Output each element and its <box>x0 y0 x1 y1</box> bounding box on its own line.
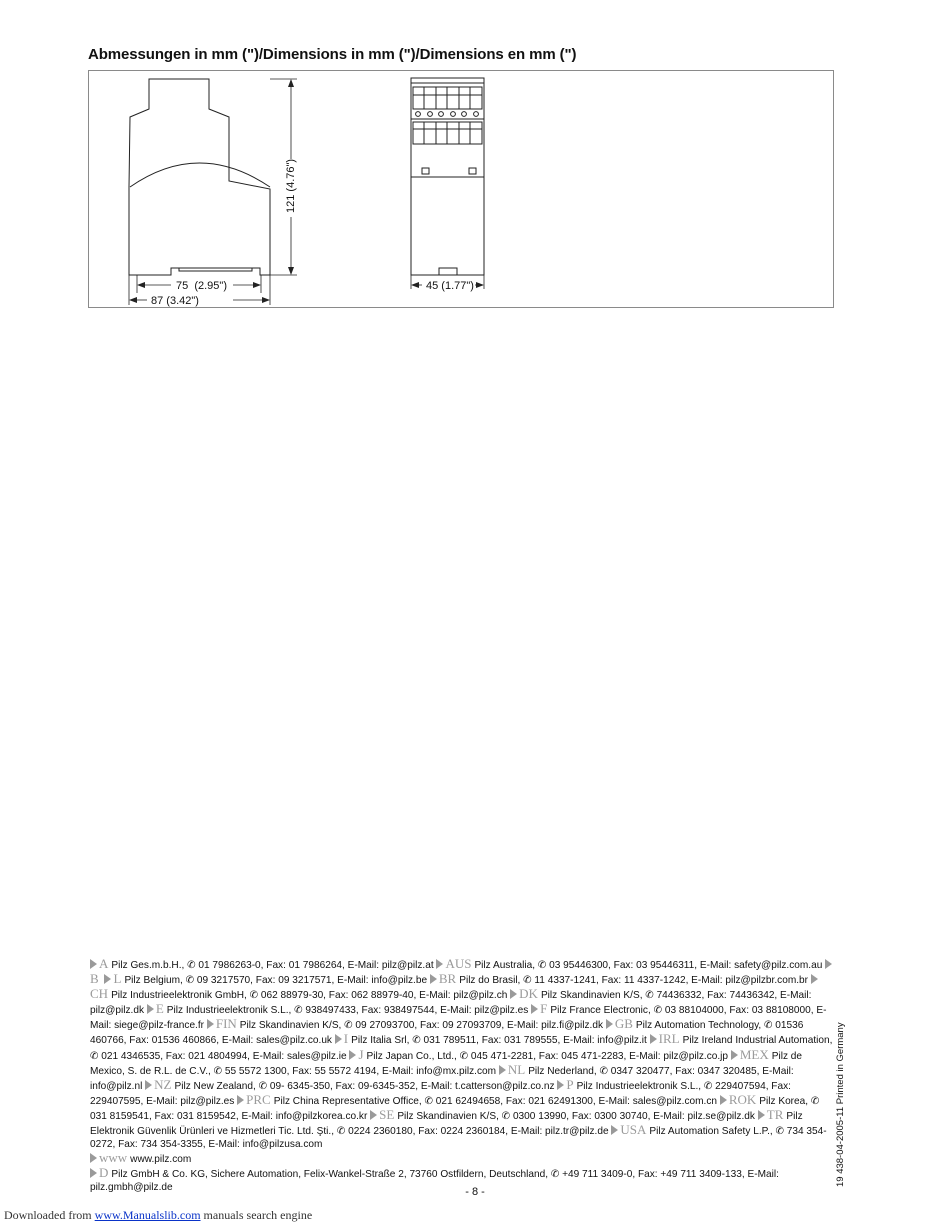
country-code: E <box>155 1001 164 1017</box>
country-code: GB <box>614 1016 633 1032</box>
web-url: www.pilz.com <box>130 1154 192 1166</box>
country-code: F <box>540 1001 548 1017</box>
arrow-icon <box>650 1034 657 1044</box>
contact-entry: Pilz Skandinavien K/S, ✆ 09 27093700, Fax: 09 27093709, E-Mail: pilz.fi@pilz.dk <box>239 1020 604 1032</box>
country-code: I <box>343 1031 349 1047</box>
footer-suffix: manuals search engine <box>200 1208 313 1222</box>
dimension-drawing <box>88 70 834 308</box>
contact-entry: Pilz Korea, ✆ 031 8159541, Fax: 031 8159542, E-Mail: info@pilzkorea.co.kr <box>90 1095 820 1122</box>
arrow-icon <box>611 1125 618 1135</box>
headquarters-code: D <box>99 1165 109 1181</box>
arrow-icon <box>370 1110 377 1120</box>
side-view-outline <box>129 79 270 275</box>
country-code: A <box>99 956 109 971</box>
arrow-icon <box>349 1050 356 1060</box>
arrow-icon <box>335 1034 342 1044</box>
contact-entry: Pilz China Representative Office, ✆ 021 62494658, Fax: 021 62491300, E-Mail: sales@pilz.com.cn <box>273 1095 717 1107</box>
country-code: FIN <box>215 1016 237 1032</box>
contact-entry: Pilz Industrieelektronik S.L., ✆ 229407594, Fax: 229407595, E-Mail: pilz@pilz.es <box>90 1080 791 1107</box>
arrow-icon <box>606 1019 613 1029</box>
arrow-icon <box>104 974 111 984</box>
country-code: ROK <box>728 1091 757 1107</box>
manualslib-link[interactable]: www.Manualslib.com <box>94 1208 201 1222</box>
arrow-icon <box>811 974 818 984</box>
country-code: MEX <box>739 1046 769 1062</box>
contact-list <box>90 957 835 1195</box>
arrow-icon <box>430 974 437 984</box>
country-code: L <box>113 971 122 987</box>
footer-prefix: Downloaded from <box>4 1208 95 1222</box>
contact-entry: Pilz Japan Co., Ltd., ✆ 045 471-2281, Fax: 045 471-2283, E-Mail: pilz@pilz.co.jp <box>366 1050 729 1062</box>
country-code: SE <box>379 1106 395 1122</box>
country-code: P <box>566 1076 574 1092</box>
contact-entry: Pilz Automation Safety L.P., ✆ 734 354-0272, Fax: 734 354-3355, E-Mail: info@pilzusa.com <box>90 1126 827 1151</box>
country-code: IRL <box>658 1031 680 1047</box>
arrow-icon <box>145 1080 152 1090</box>
arrow-icon <box>720 1095 727 1105</box>
country-code: B <box>90 971 99 987</box>
inner-width-dimension-label: 75 (2.95") <box>176 280 227 292</box>
country-code: AUS <box>445 956 472 971</box>
front-view-clip <box>439 268 457 275</box>
front-view-led-right <box>469 168 476 174</box>
front-view-terminals-bottom <box>413 122 482 144</box>
arrow-icon <box>510 989 517 999</box>
arrow-icon <box>758 1110 765 1120</box>
arrow-icon <box>825 959 832 969</box>
country-code: NL <box>507 1061 526 1077</box>
arrow-icon <box>436 959 443 969</box>
contact-entry: Pilz Ireland Industrial Automation, ✆ 021 4346535, Fax: 021 4804994, E-Mail: sales@pilz.ie <box>90 1035 833 1062</box>
country-code: TR <box>766 1106 784 1122</box>
front-width-dimension-label: 45 (1.77") <box>426 280 474 292</box>
country-code: BR <box>438 971 457 987</box>
contact-entry: Pilz France Electronic, ✆ 03 88104000, Fax: 03 88108000, E-Mail: siege@pilz-france.fr <box>90 1005 827 1032</box>
country-code: CH <box>90 986 109 1002</box>
contact-entry: Pilz Australia, ✆ 03 95446300, Fax: 03 95446311, E-Mail: safety@pilz.com.au <box>474 960 823 971</box>
headquarters-text: Pilz GmbH & Co. KG, Sichere Automation, Felix-Wankel-Straße 2, 73760 Ostfildern, Deutschland, ✆ +49 711 3409-0, Fax: +49 711 3409-133, E-Mail: pilz.gmbh@pilz.de <box>90 1169 779 1194</box>
country-code: PRC <box>246 1091 271 1107</box>
arrow-icon <box>499 1065 506 1075</box>
contact-entry: Pilz Elektronik Güvenlik Ürünleri ve Hizmetleri Tic. Ltd. Şti., ✆ 0224 2360180, Fax: 0224 2360184, E-Mail: pilz.tr@pilz.de <box>90 1110 803 1138</box>
arrow-icon <box>147 1004 154 1014</box>
web-line <box>90 1151 835 1166</box>
contact-entry: Pilz de Mexico, S. de R.L. de C.V., ✆ 55 5572 1300, Fax: 55 5572 4194, E-Mail: info@mx.pilz.com <box>90 1050 803 1077</box>
page-title: Abmessungen in mm (")/Dimensions in mm (")/Dimensions en mm (") <box>88 46 577 63</box>
country-code: USA <box>620 1122 647 1138</box>
arrow-icon <box>90 959 97 969</box>
side-view-curve <box>130 163 270 187</box>
web-code: www <box>99 1150 128 1166</box>
contact-entry: Pilz Italia Srl, ✆ 031 789511, Fax: 031 789555, E-Mail: info@pilz.it <box>351 1035 647 1047</box>
contact-entry: Pilz Ges.m.b.H., ✆ 01 7986263-0, Fax: 01 7986264, E-Mail: pilz@pilz.at <box>111 960 434 971</box>
contact-paragraph <box>90 957 835 1151</box>
arrow-icon <box>207 1019 214 1029</box>
country-code: NZ <box>154 1076 172 1092</box>
outer-width-dimension-label: 87 (3.42") <box>151 295 199 307</box>
contact-entry: Pilz New Zealand, ✆ 09- 6345-350, Fax: 09-6345-352, E-Mail: t.catterson@pilz.co.nz <box>174 1080 555 1092</box>
contact-entry: Pilz Industrieelektronik S.L., ✆ 938497433, Fax: 938497544, E-Mail: pilz@pilz.es <box>166 1005 529 1017</box>
arrow-icon <box>731 1050 738 1060</box>
front-view-led-left <box>422 168 429 174</box>
country-code: J <box>358 1046 364 1062</box>
print-reference: 19 438-04-2005-11 Printed in Germany <box>835 1022 846 1187</box>
contact-entry: Pilz Skandinavien K/S, ✆ 0300 13990, Fax: 0300 30740, E-Mail: pilz.se@pilz.dk <box>397 1110 755 1122</box>
height-dimension-label: 121 (4.76") <box>285 158 297 213</box>
side-view-notch <box>171 268 260 275</box>
arrow-icon <box>90 1153 97 1163</box>
front-view-screws-top <box>416 112 479 117</box>
contact-entry: Pilz Skandinavien K/S, ✆ 74436332, Fax: 74436342, E-Mail: pilz@pilz.dk <box>90 990 812 1017</box>
contact-entry: Pilz Automation Technology, ✆ 01536 460766, Fax: 01536 460866, E-Mail: sales@pilz.co.uk <box>90 1020 804 1047</box>
page-number: - 8 - <box>465 1186 485 1198</box>
arrow-icon <box>90 1168 97 1178</box>
download-footer <box>4 1208 312 1223</box>
contact-entry: Pilz Nederland, ✆ 0347 320477, Fax: 0347 320485, E-Mail: info@pilz.nl <box>90 1065 794 1092</box>
arrow-icon <box>557 1080 564 1090</box>
front-view-terminals-top <box>413 87 482 109</box>
arrow-icon <box>531 1004 538 1014</box>
contact-entry: Pilz Belgium, ✆ 09 3217570, Fax: 09 3217571, E-Mail: info@pilz.be <box>124 975 428 987</box>
country-code: DK <box>519 986 538 1002</box>
contact-entry: Pilz do Brasil, ✆ 11 4337-1241, Fax: 11 4337-1242, E-Mail: pilz@pilzbr.com.br <box>459 975 809 987</box>
arrow-icon <box>237 1095 244 1105</box>
dimension-drawing-svg <box>89 71 835 309</box>
contact-entry: Pilz Industrieelektronik GmbH, ✆ 062 88979-30, Fax: 062 88979-40, E-Mail: pilz@pilz.ch <box>111 990 508 1002</box>
